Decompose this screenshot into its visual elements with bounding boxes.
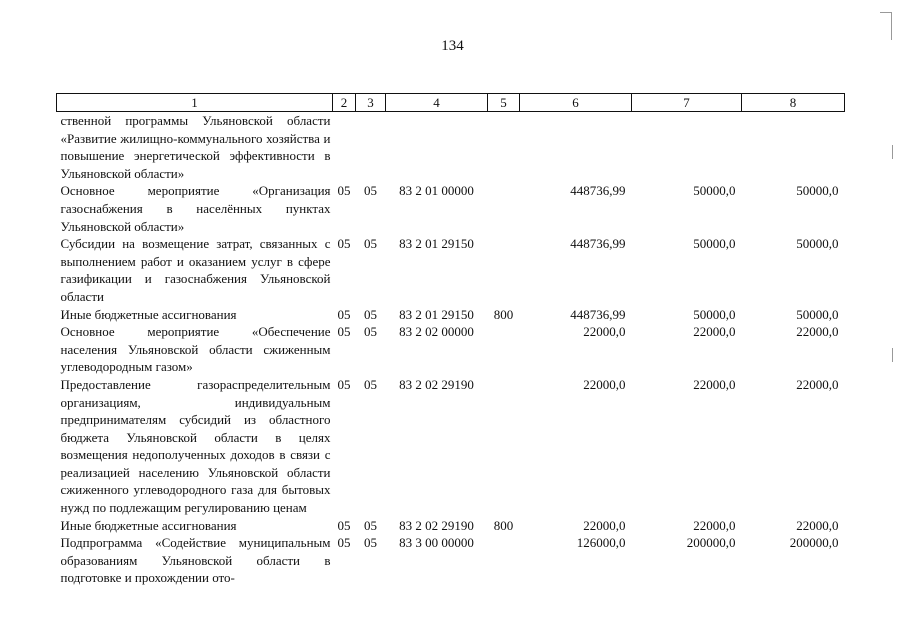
scan-artifact	[891, 12, 892, 40]
cell-amount-8: 22000,0	[796, 376, 839, 392]
column-header: 2	[333, 94, 356, 112]
column-header: 5	[488, 94, 520, 112]
table-row	[57, 235, 845, 305]
row-description: Иные бюджетные ассигнования	[60, 306, 237, 322]
cell-amount-7: 22000,0	[693, 517, 736, 533]
cell-amount-7: 50000,0	[693, 306, 736, 322]
cell-target-article: 83 2 02 29190	[399, 376, 474, 392]
header-row	[57, 94, 845, 112]
table-row	[57, 534, 845, 587]
cell-amount-6: 126000,0	[576, 535, 626, 551]
cell-expense-type	[488, 235, 520, 305]
row-description: Субсидии на возмещение затрат, связанных с выполнением работ и оказанием услуг в сфере газификации и газоснабжения Ульяновской области	[60, 236, 331, 304]
column-header: 4	[386, 94, 488, 112]
row-description: ственной программы Ульяновской области «Развитие жилищно-коммунального хозяйства и повышение энергетической эффективности в Ульяновской области»	[60, 113, 331, 181]
cell-expense-type	[488, 182, 520, 235]
cell-section: 05	[337, 236, 351, 252]
cell-target-article: 83 2 01 29150	[399, 236, 474, 252]
cell-expense-type	[488, 534, 520, 587]
cell-section: 05	[337, 306, 351, 322]
cell-expense-type	[488, 112, 520, 183]
cell-section	[333, 112, 356, 183]
cell-subsection: 05	[364, 517, 377, 533]
table-row	[57, 323, 845, 376]
column-header: 3	[356, 94, 386, 112]
cell-section: 05	[337, 535, 351, 551]
cell-amount-7: 22000,0	[693, 376, 736, 392]
cell-amount-6	[520, 112, 632, 183]
cell-amount-6: 22000,0	[583, 517, 626, 533]
cell-amount-8	[742, 112, 845, 183]
cell-amount-7: 50000,0	[693, 236, 736, 252]
column-header: 8	[742, 94, 845, 112]
cell-target-article: 83 3 00 00000	[399, 535, 474, 551]
column-header: 6	[520, 94, 632, 112]
table-row	[57, 182, 845, 235]
cell-expense-type	[488, 376, 520, 517]
cell-amount-8: 50000,0	[796, 236, 839, 252]
scan-artifact	[892, 348, 893, 362]
cell-section: 05	[337, 517, 351, 533]
scan-artifact	[892, 145, 893, 159]
cell-amount-7: 50000,0	[693, 183, 736, 199]
cell-amount-8: 50000,0	[796, 306, 839, 322]
cell-amount-6: 448736,99	[570, 183, 626, 199]
cell-amount-6: 448736,99	[570, 236, 626, 252]
column-header: 1	[57, 94, 333, 112]
cell-section: 05	[337, 183, 351, 199]
table-row	[57, 517, 845, 535]
cell-expense-type: 800	[493, 517, 514, 533]
cell-subsection: 05	[364, 376, 377, 392]
cell-amount-7: 22000,0	[693, 324, 736, 340]
row-description: Предоставление газораспределительным организациям, индивидуальным предпринимателям субсидий из областного бюджета Ульяновской области в целях возмещения недополученных доходов в связи с реализацией населению Ульяновской области сжиженного углеводородного газа для бытовых нужд по подлежащим регулированию ценам	[60, 376, 331, 516]
cell-subsection: 05	[364, 306, 377, 322]
cell-section: 05	[337, 376, 351, 392]
cell-amount-8: 50000,0	[796, 183, 839, 199]
cell-target-article: 83 2 01 29150	[399, 306, 474, 322]
cell-subsection: 05	[364, 236, 377, 252]
cell-target-article: 83 2 02 29190	[399, 517, 474, 533]
cell-subsection: 05	[364, 324, 377, 340]
row-description: Иные бюджетные ассигнования	[60, 517, 237, 533]
budget-table	[56, 93, 845, 587]
cell-subsection	[356, 112, 386, 183]
cell-amount-8: 22000,0	[796, 517, 839, 533]
cell-target-article: 83 2 02 00000	[399, 324, 474, 340]
cell-amount-6: 22000,0	[583, 324, 626, 340]
cell-amount-7	[632, 112, 742, 183]
row-description: Основное мероприятие «Обеспечение населения Ульяновской области сжиженным углеводородным газом»	[60, 324, 331, 375]
cell-amount-8: 22000,0	[796, 324, 839, 340]
cell-target-article: 83 2 01 00000	[399, 183, 474, 199]
page-number: 134	[441, 38, 464, 54]
row-description: Основное мероприятие «Организация газоснабжения в населённых пунктах Ульяновской области»	[60, 183, 331, 234]
table-row	[57, 306, 845, 324]
cell-amount-6: 22000,0	[583, 376, 626, 392]
cell-amount-7: 200000,0	[686, 535, 736, 551]
cell-section: 05	[337, 324, 351, 340]
cell-amount-8: 200000,0	[789, 535, 839, 551]
row-description: Подпрограмма «Содействие муниципальным образованиям Ульяновской области в подготовке и прохождении ото-	[60, 535, 331, 586]
cell-expense-type: 800	[493, 306, 514, 322]
cell-amount-6: 448736,99	[570, 306, 626, 322]
cell-target-article	[386, 112, 488, 183]
cell-subsection: 05	[364, 183, 377, 199]
table-row	[57, 376, 845, 517]
column-header: 7	[632, 94, 742, 112]
cell-expense-type	[488, 323, 520, 376]
table-row	[57, 112, 845, 183]
cell-subsection: 05	[364, 535, 377, 551]
